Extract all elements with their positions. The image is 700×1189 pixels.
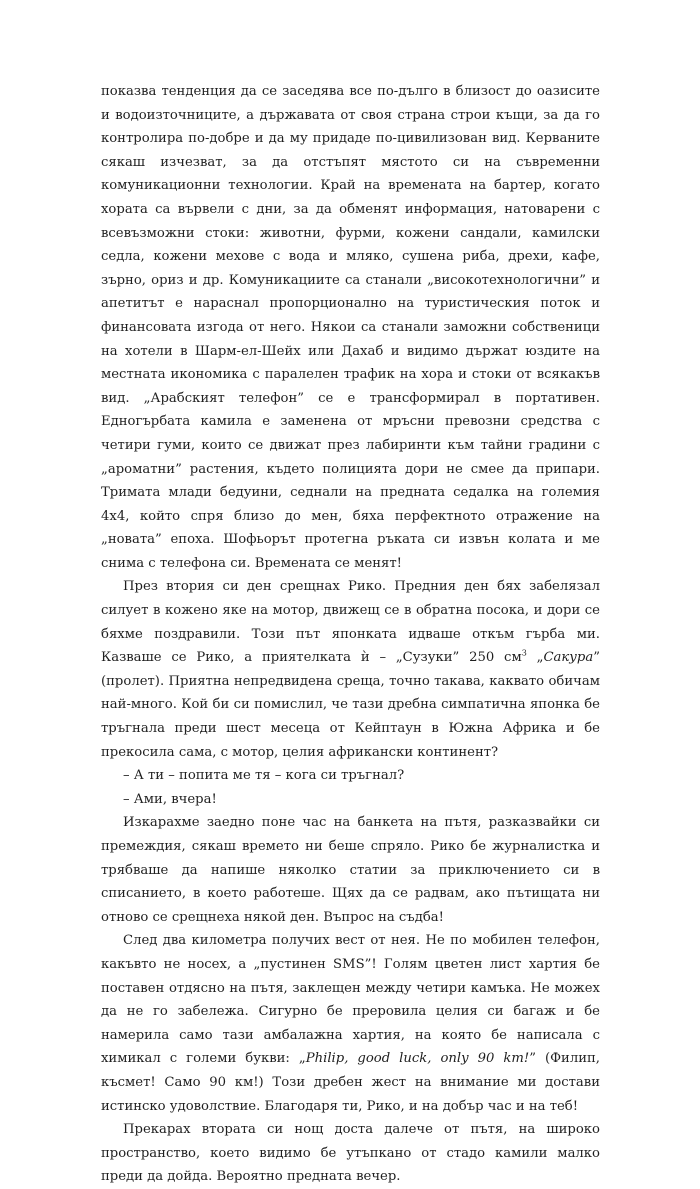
dialog-line-1-text: – А ти – попита ме тя – кога си тръгнал? [123,768,405,784]
paragraph-2-text-b: „ [526,650,544,666]
paragraph-5 [101,811,600,929]
paragraph-6 [101,929,600,1118]
body-text [101,80,600,1189]
paragraph-6-italic-note: Philip, good luck, only 90 km! [305,1051,530,1067]
paragraph-2-text-c: ” (пролет). Приятна непредвидена среща, точно такава, каквато обичам най-много. Кой би си помислил, че тази дребна симпатична японка бе тръгнала преди шест месеца от Кейптаун в Южна Африка и бе прекосила сама, с мотор, целия африкански континент? [101,650,600,760]
dialog-line-2 [101,788,600,812]
paragraph-7 [101,1118,600,1189]
paragraph-6-text-b: ” (Филип, късмет! Само 90 км!) Този дребен жест на внимание ми достави истинско удоволствие. Благодаря ти, Рико, и на добър час и на теб! [101,1051,600,1114]
dialog-line-1 [101,764,600,788]
paragraph-2-italic-sakura: Сакура [543,650,594,666]
paragraph-1-text: показва тенденция да се заседява все по-дълго в близост до оазисите и водоизточниците, а държавата от своя страна строи къщи, за да го контролира по-добре и да му придаде по-цивилизован вид. Керваните сякаш изчезват, за да отстъпят мястото си на съвременни комуникационни технологии. Край на времената на бартер, когато хората са вървели с дни, за да обменят информация, натоварени с всевъзможни стоки: животни, фурми, кожени сандали, камилски седла, кожени мехове с вода и мляко, сушена риба, дрехи, кафе, зърно, ориз и др. Комуникациите са станали „високотехнологични” и апетитът е нараснал пропорционално на туристическия поток и финансовата изгода от него. Някои са станали заможни собственици на хотели в Шарм-ел-Шейх или Дахаб и видимо държат юздите на местната икономика с паралелен трафик на хора и стоки от всякакъв вид. „Арабският телефон” се е трансформирал в портативен. Едногърбата камила е заменена от мръсни превозни средства с четири гуми, които се движат през лабиринти към тайни градини с „ароматни” растения, където полицията дори не смее да припари. Тримата млади бедуини, седнали на предната седалка на големия 4x4, който спря близо до мен, бяха перфектното отражение на „новата” епоха. Шофьорът протегна ръката си извън колата и ме снима с телефона си. Времената се менят! [101,84,600,571]
paragraph-6-text-a: След два километра получих вест от нея. Не по мобилен телефон, какъвто не носех, а „пустинен SMS”! Голям цветен лист хартия бе поставен отдясно на пътя, заклещен между четири камъка. Не можех да не го забележа. Сигурно бе преровила целия си багаж и бе намерила само тази амбалажна хартия, на която бе написала с химикал с големи букви: „ [101,933,600,1067]
paragraph-1 [101,80,600,575]
paragraph-7-text: Прекарах втората си нощ доста далече от пътя, на широко пространство, което видимо бе утъпкано от стадо камили малко преди да дойда. Вероятно предната вечер. [101,1122,600,1185]
paragraph-5-text: Изкарахме заедно поне час на банкета на пътя, разказвайки си премеждия, сякаш времето ни беше спряло. Рико бе журналистка и трябваше да напише няколко статии за приключението си в списанието, в което работеше. Щях да се радвам, ако пътищата ни отново се срещнеха някой ден. Въпрос на съдба! [101,815,600,925]
paragraph-2 [101,575,600,764]
paragraph-2-text-a: През втория си ден срещнах Рико. Предния ден бях забелязал силует в кожено яке на мотор, движещ се в обратна посока, и дори се бяхме поздравили. Този път японката идваше откъм гърба ми. Казваше се Рико, а приятелката ѝ – „Сузуки” 250 см [101,579,600,666]
dialog-line-2-text: – Ами, вчера! [123,791,217,807]
superscript-cubed: 3 [521,648,527,658]
